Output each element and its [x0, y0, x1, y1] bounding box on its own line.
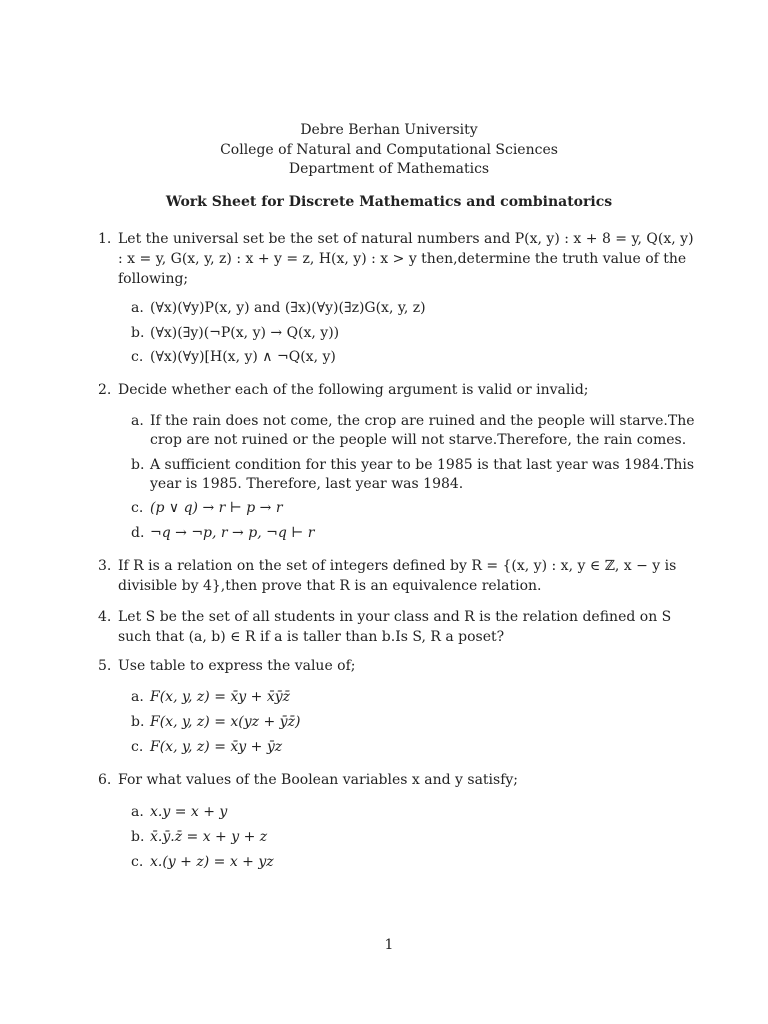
question-number: 6.	[98, 772, 112, 788]
question-1-item-a	[131, 299, 698, 318]
college-name: College of Natural and Computational Sciences	[220, 141, 558, 158]
department-name: Department of Mathematics	[288, 161, 490, 177]
question-5-item-c	[131, 738, 698, 757]
question-5-item-b	[131, 713, 698, 732]
question-number: 5.	[98, 658, 112, 674]
item-label: a.	[131, 300, 144, 316]
question-6	[98, 770, 698, 790]
document-header	[0, 121, 768, 180]
question-text: Decide whether each of the following argument is valid or invalid;	[118, 382, 589, 398]
question-1-item-b	[131, 324, 698, 343]
item-text: (p ∨ q) → r ⊢ p → r	[150, 500, 283, 516]
question-number: 2.	[98, 382, 112, 398]
item-text: ¬q → ¬p, r → p, ¬q ⊢ r	[150, 525, 315, 541]
item-label: a.	[131, 689, 144, 705]
worksheet-title: Work Sheet for Discrete Mathematics and combinatorics	[165, 194, 613, 210]
question-6-item-c	[131, 853, 698, 872]
question-3	[98, 556, 698, 596]
question-1	[98, 229, 698, 289]
question-2	[98, 380, 698, 400]
item-label: b.	[131, 325, 145, 341]
question-text: If R is a relation on the set of integers defined by R = {(x, y) : x, y ∈ ℤ, x − y is divisible by 4},then prove that R is an equivalence relation.	[118, 558, 677, 594]
item-text: F(x, y, z) = x̄y + ȳz	[150, 739, 283, 755]
item-label: a.	[131, 413, 144, 429]
item-text: x.y = x + y	[150, 804, 228, 820]
question-2-item-d	[131, 524, 698, 543]
item-text: If the rain does not come, the crop are ruined and the people will starve.The crop are not ruined or the people will not starve.Therefore, the rain comes.	[150, 413, 695, 448]
item-label: b.	[131, 829, 145, 845]
question-1-item-c	[131, 348, 698, 367]
question-2-item-c	[131, 499, 698, 518]
question-2-item-b	[131, 456, 698, 494]
item-label: c.	[131, 854, 144, 870]
question-text: For what values of the Boolean variables x and y satisfy;	[118, 772, 519, 788]
question-number: 1.	[98, 231, 112, 247]
question-2-item-a	[131, 412, 698, 450]
item-text: F(x, y, z) = x̄y + x̄ȳz̄	[150, 689, 291, 705]
question-5	[98, 656, 698, 676]
item-text: x̄.ȳ.z̄ = x + y + z	[150, 829, 268, 845]
question-text: Use table to express the value of;	[118, 658, 356, 674]
question-text: Let S be the set of all students in your class and R is the relation defined on S such that (a, b) ∈ R if a is taller than b.Is S, R a poset?	[118, 609, 672, 645]
page-number: 1	[384, 937, 394, 953]
question-5-item-a	[131, 688, 698, 707]
question-number: 3.	[98, 558, 112, 574]
question-text: Let the universal set be the set of natural numbers and P(x, y) : x + 8 = y, Q(x, y) : x = y, G(x, y, z) : x + y = z, H(x, y) : x > y then,determine the truth value of the following;	[118, 231, 694, 287]
item-label: a.	[131, 804, 144, 820]
university-name: Debre Berhan University	[300, 122, 478, 138]
item-label: c.	[131, 739, 144, 755]
item-text: (∀x)(∃y)(¬P(x, y) → Q(x, y))	[150, 325, 340, 341]
question-6-item-b	[131, 828, 698, 847]
item-text: F(x, y, z) = x(yz + ȳz̄)	[150, 714, 301, 730]
item-text: (∀x)(∀y)P(x, y) and (∃x)(∀y)(∃z)G(x, y, z)	[150, 300, 426, 316]
item-label: c.	[131, 500, 144, 516]
question-4	[98, 607, 698, 647]
item-text: A sufficient condition for this year to be 1985 is that last year was 1984.This year is 1985. Therefore, last year was 1984.	[150, 457, 695, 492]
item-text: (∀x)(∀y)[H(x, y) ∧ ¬Q(x, y)	[150, 349, 336, 365]
item-label: b.	[131, 457, 145, 473]
item-label: b.	[131, 714, 145, 730]
item-text: x.(y + z) = x + yz	[150, 854, 274, 870]
item-label: d.	[131, 525, 145, 541]
question-number: 4.	[98, 609, 112, 625]
question-6-item-a	[131, 803, 698, 822]
item-label: c.	[131, 349, 144, 365]
